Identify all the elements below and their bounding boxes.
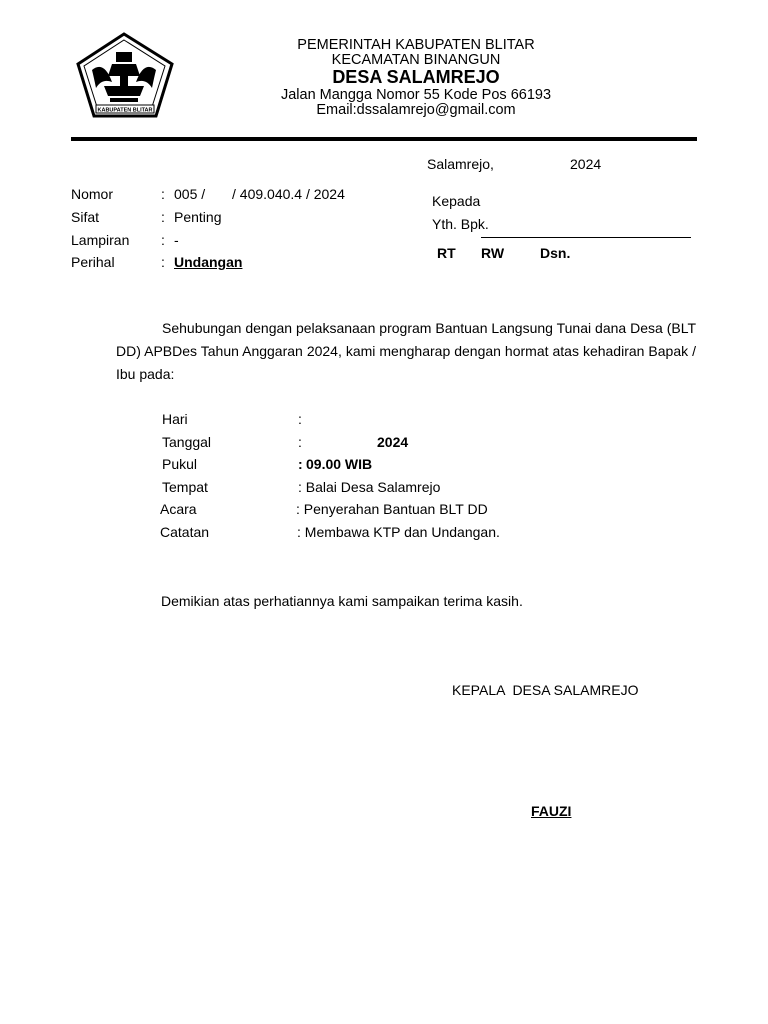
nomor-value-a: 005 / <box>174 186 206 202</box>
recipient-dsn: Dsn. <box>540 245 571 261</box>
sifat-value: Penting <box>174 209 222 225</box>
recipient-rw: RW <box>481 245 505 261</box>
letterhead-line-1: PEMERINTAH KABUPATEN BLITAR <box>297 37 535 53</box>
letterhead-village-name: DESA SALAMREJO <box>332 67 500 87</box>
signature-name: FAUZI <box>531 803 572 819</box>
tempat-label: Tempat <box>162 479 208 495</box>
sifat-label: Sifat <box>71 209 100 225</box>
closing-text: Demikian atas perhatiannya kami sampaikan terima kasih. <box>161 593 523 609</box>
letterhead-line-2: KECAMATAN BINANGUN <box>331 52 501 68</box>
kabupaten-blitar-logo-icon <box>74 30 178 122</box>
tanggal-label: Tanggal <box>162 434 212 450</box>
pukul-label: Pukul <box>162 456 198 472</box>
nomor-sep: : <box>161 186 165 202</box>
lampiran-sep: : <box>161 232 165 248</box>
pukul-value: 09.00 WIB <box>306 456 373 472</box>
recipient-yth: Yth. Bpk. <box>432 216 489 232</box>
letterhead-address: Jalan Mangga Nomor 55 Kode Pos 66193 <box>280 87 552 103</box>
lampiran-value: - <box>174 232 179 248</box>
date-year: 2024 <box>570 156 602 172</box>
nomor-value-b: / 409.040.4 / 2024 <box>232 186 345 202</box>
perihal-sep: : <box>161 254 165 270</box>
acara-label: Acara <box>160 501 197 517</box>
perihal-label: Perihal <box>71 254 115 270</box>
body-paragraph <box>116 317 696 385</box>
date-place: Salamrejo, <box>427 156 494 172</box>
sifat-sep: : <box>161 209 165 225</box>
acara-value: : Penyerahan Bantuan BLT DD <box>296 501 488 517</box>
recipient-name-line <box>481 237 691 238</box>
body-paragraph-text: Sehubungan dengan pelaksanaan program Bantuan Langsung Tunai dana Desa (BLT DD) APBDes Tahun Anggaran 2024, kami mengharap dengan hormat atas kehadiran Bapak / Ibu pada: <box>116 320 696 382</box>
tempat-value: : Balai Desa Salamrejo <box>298 479 441 495</box>
perihal-value: Undangan <box>174 254 243 270</box>
pukul-sep: : <box>298 456 303 472</box>
letterhead-email: Email:dssalamrejo@gmail.com <box>316 102 516 118</box>
nomor-label: Nomor <box>71 186 114 202</box>
hari-label: Hari <box>162 411 188 427</box>
catatan-value: : Membawa KTP dan Undangan. <box>297 524 500 540</box>
tanggal-value: 2024 <box>377 434 409 450</box>
hari-value: : <box>298 411 302 427</box>
signature-title: KEPALA DESA SALAMREJO <box>452 682 639 698</box>
recipient-rt: RT <box>437 245 456 261</box>
tanggal-sep: : <box>298 434 302 450</box>
recipient-kepada: Kepada <box>432 193 481 209</box>
catatan-label: Catatan <box>160 524 210 540</box>
letterhead-divider <box>71 137 697 141</box>
lampiran-label: Lampiran <box>71 232 130 248</box>
logo-text: KABUPATEN BLITAR <box>97 107 153 114</box>
